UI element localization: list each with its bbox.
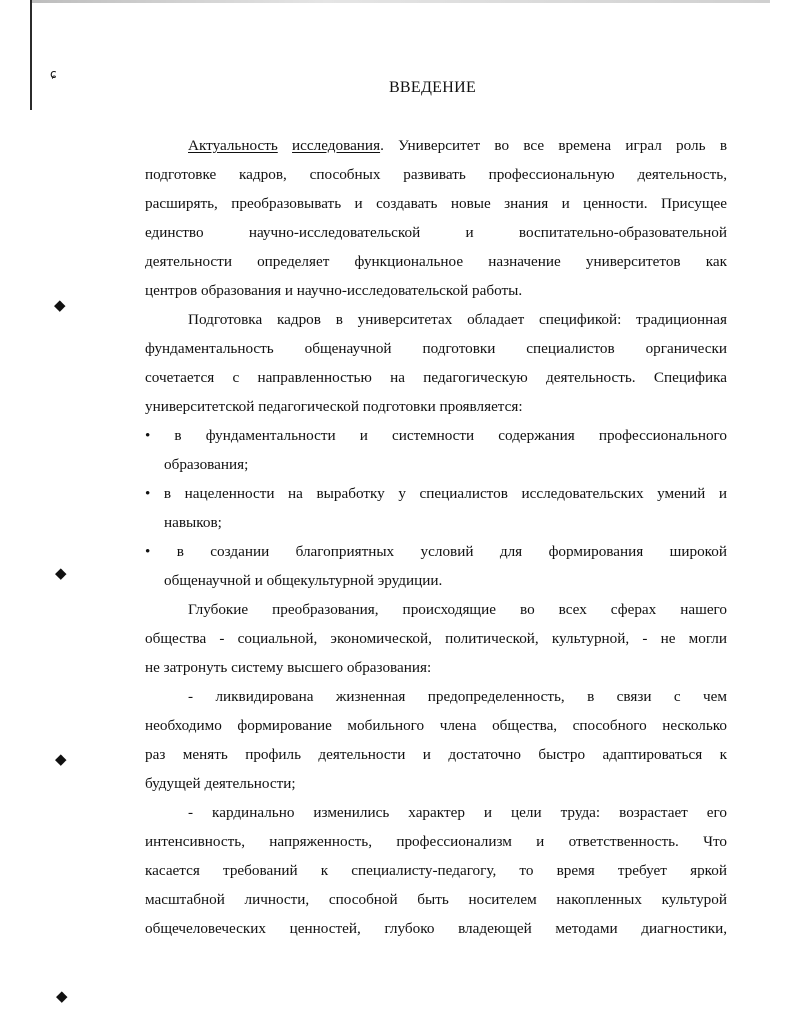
text-line-19: не затронуть систему высшего образования: (145, 659, 432, 676)
page-title: ВВЕДЕНИЕ (388, 79, 477, 96)
text-line-9: сочетается с направленностью на педагогическую деятельность. Специфика (145, 369, 727, 386)
binder-mark-3: ◆ (55, 564, 67, 582)
binder-mark-2: ◆ (54, 296, 66, 314)
text-line-10: университетской педагогической подготовки проявляется: (145, 398, 523, 415)
binder-mark-4: ◆ (55, 750, 67, 768)
text-line-20: - ликвидирована жизненная предопределенность, в связи с чем (188, 688, 727, 705)
bullet-item-1: • в фундаментальности и системности содержания профессионального (145, 427, 727, 444)
text-line-1: Актуальность исследования. Университет во все времена играл роль в (188, 137, 727, 154)
text-line-2: подготовке кадров, способных развивать профессиональную деятельность, (145, 166, 727, 183)
bullet-item-3: • в создании благоприятных условий для формирования широкой (145, 543, 727, 560)
binder-mark-5: ◆ (56, 987, 68, 1005)
text-line-17: Глубокие преобразования, происходящие во всех сферах нашего (188, 601, 727, 618)
text-line-5: деятельности определяет функциональное назначение университетов как (145, 253, 727, 270)
underlined-term-1: Актуальность (188, 137, 278, 154)
text-line-3: расширять, преобразовывать и создавать новые знания и ценности. Присущее (145, 195, 727, 212)
text-line-4: единство научно-исследовательской и воспитательно-образовательной (145, 224, 727, 241)
underlined-term-2: исследования (292, 137, 381, 154)
bullet-item-1-cont: образования; (164, 456, 249, 473)
text-line-26: касается требований к специалисту-педагогу, то время требует яркой (145, 862, 727, 879)
text-line-18: общества - социальной, экономической, политической, культурной, - не могли (145, 630, 727, 647)
text-line-6: центров образования и научно-исследовательской работы. (145, 282, 523, 299)
text-line-8: фундаментальность общенаучной подготовки специалистов органически (145, 340, 727, 357)
text-line-21: необходимо формирование мобильного члена общества, способного несколько (145, 717, 727, 734)
text-line-27: масштабной личности, способной быть носителем накопленных культурой (145, 891, 727, 908)
binder-mark-1: ɕ (50, 67, 57, 81)
scan-top-edge (30, 0, 770, 3)
bullet-item-2: • в нацеленности на выработку у специалистов исследовательских умений и (145, 485, 727, 502)
bullet-item-2-cont: навыков; (164, 514, 222, 531)
text-line-22: раз менять профиль деятельности и достаточно быстро адаптироваться к (145, 746, 727, 763)
text-line-24: - кардинально изменились характер и цели труда: возрастает его (188, 804, 727, 821)
text-line-23: будущей деятельности; (145, 775, 296, 792)
bullet-item-3-cont: общенаучной и общекультурной эрудиции. (164, 572, 443, 589)
text-line-7: Подготовка кадров в университетах обладает спецификой: традиционная (188, 311, 727, 328)
text-line-25: интенсивность, напряженность, профессионализм и ответственность. Что (145, 833, 727, 850)
text-line-28: общечеловеческих ценностей, глубоко владеющей методами диагностики, (145, 920, 727, 937)
